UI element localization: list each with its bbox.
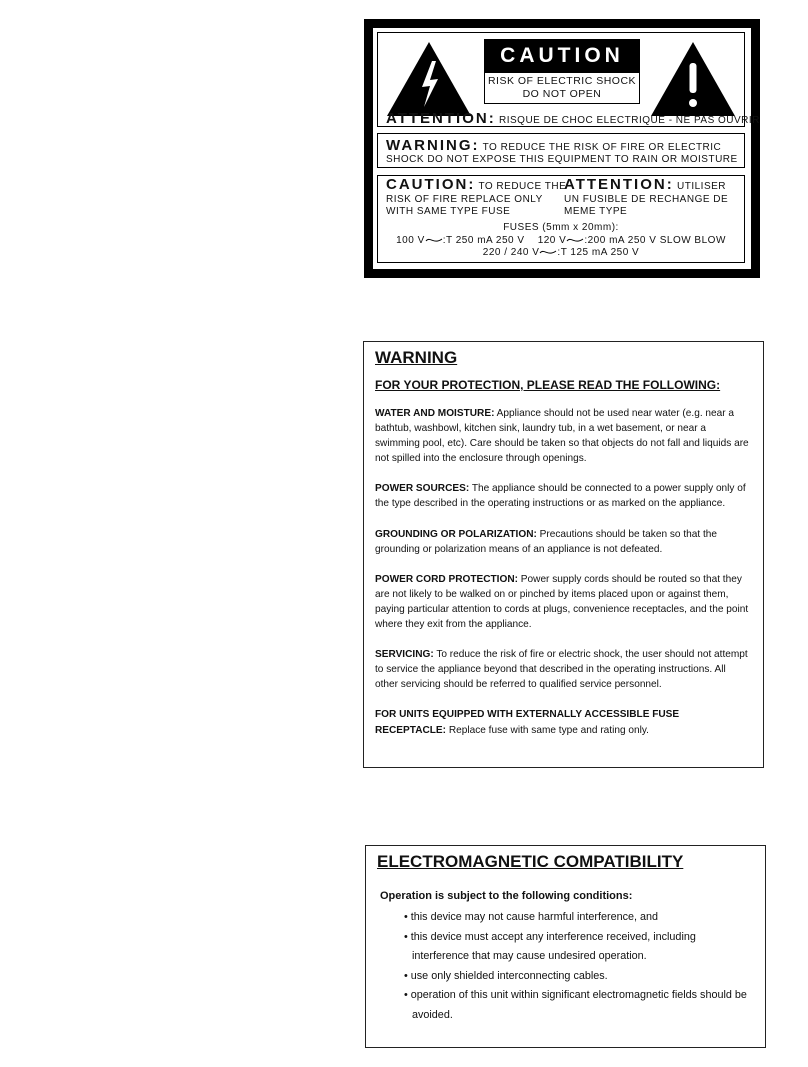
fuse-220-spec: :T 125 mA 250 V <box>557 247 640 258</box>
emc-title: ELECTROMAGNETIC COMPATIBILITY <box>377 852 684 871</box>
paragraph-text: Precautions should be taken so that the grounding or polarization means of an appliance is not defeated. <box>375 528 718 555</box>
emc-conditions-list <box>377 908 753 1025</box>
warning-paragraph-power-sources <box>375 481 751 511</box>
fuse-120-spec: :200 mA 250 V SLOW BLOW <box>584 235 726 246</box>
attention-text: RISQUE DE CHOC ELECTRIQUE - NE PAS OUVRIR <box>499 115 760 126</box>
ac-tilde-icon <box>425 236 443 244</box>
list-item: • this device may not cause harmful interference, and <box>404 908 753 928</box>
caution-box <box>484 39 640 104</box>
warning-text-line2: SHOCK DO NOT EXPOSE THIS EQUIPMENT TO RAIN OR MOISTURE <box>386 154 738 165</box>
attention2-label: ATTENTION: <box>564 176 674 193</box>
caution-heading: CAUTION <box>484 39 640 73</box>
list-item: • operation of this unit within significant electromagnetic fields should be avoided. <box>404 986 753 1025</box>
ac-tilde-icon <box>539 248 557 256</box>
paragraph-text: Replace fuse with same type and rating only. <box>446 724 649 736</box>
lightning-warning-icon <box>386 41 472 117</box>
warning-paragraph-grounding <box>375 527 751 557</box>
fuse-line-220-240 <box>378 247 744 258</box>
paragraph-text: Power supply cords should be routed so that they are not likely to be walked on or pinched by items placed upon or against them, paying particular attention to cords at plugs, convenience receptacles, and the point where they exit from the appliance. <box>375 573 749 631</box>
caution2-label: CAUTION: <box>386 176 476 193</box>
warning-paragraph-power-cord <box>375 572 751 632</box>
fuse-220-voltage: 220 / 240 V <box>482 247 540 258</box>
paragraph-label: WATER AND MOISTURE: <box>375 408 495 419</box>
paragraph-text: To reduce the risk of fire or electric shock, the user should not attempt to service the appliance beyond that described in the operating instructions. All other servicing should be referred to qualified service personnel. <box>375 649 748 691</box>
paragraph-label: POWER CORD PROTECTION: <box>375 573 518 585</box>
caution-fuse-column <box>386 176 567 219</box>
attention2-text-line2: UN FUSIBLE DE RECHANGE DE <box>564 193 729 205</box>
attention2-text-line3: MEME TYPE <box>564 206 628 217</box>
caution2-text-line1: TO REDUCE THE <box>478 181 567 192</box>
warning-subtitle: FOR YOUR PROTECTION, PLEASE READ THE FOLLOWING: <box>375 378 721 392</box>
paragraph-label: GROUNDING OR POLARIZATION: <box>375 528 537 540</box>
attention-line <box>386 110 760 127</box>
warning-paragraph-fuse <box>375 707 751 737</box>
paragraph-label: FOR UNITS EQUIPPED WITH EXTERNALLY ACCESSIBLE FUSE RECEPTACLE: <box>375 709 680 736</box>
fuses-title: FUSES (5mm x 20mm): <box>503 222 619 233</box>
caution-header-row <box>377 32 760 127</box>
paragraph-label: POWER SOURCES: <box>375 483 470 495</box>
warning-paragraph-water <box>375 406 751 466</box>
caution-subtext-line2: DO NOT OPEN <box>522 88 602 100</box>
ac-tilde-icon <box>566 236 584 244</box>
fuse-100-voltage: 100 V <box>396 235 425 246</box>
caution2-text-line2: RISK OF FIRE REPLACE ONLY <box>386 193 543 205</box>
paragraph-text: The appliance should be connected to a power supply only of the type described in the operating instructions or as marked on the appliance. <box>375 483 746 510</box>
caution-subtext <box>484 73 640 104</box>
caution-label-inner <box>373 28 760 269</box>
attention2-text-line1: UTILISER <box>677 181 727 192</box>
paragraph-text: Appliance should not be used near water (e.g. near a bathtub, washbowl, kitchen sink, laundry tub, in a wet basement, or near a swimming pool, etc). Care should be taken so that objects do not fall and liquids are not spilled into the enclosure through openings. <box>375 408 749 465</box>
fuse-line-100-120 <box>378 235 744 246</box>
warning-paragraph-servicing <box>375 647 751 692</box>
warning-text-line1: TO REDUCE THE RISK OF FIRE OR ELECTRIC <box>482 142 722 153</box>
fuse-row <box>377 175 745 263</box>
warning-row <box>377 133 745 168</box>
exclamation-warning-icon <box>650 41 736 117</box>
attention-label: ATTENTION: <box>386 110 496 127</box>
emc-intro: Operation is subject to the following conditions: <box>380 890 633 902</box>
caution2-text-line3: WITH SAME TYPE FUSE <box>386 206 511 217</box>
warning-label: WARNING: <box>386 137 480 154</box>
paragraph-label: SERVICING: <box>375 649 434 661</box>
attention-fuse-column <box>564 176 729 219</box>
fuse-100-spec: :T 250 mA 250 V <box>442 235 525 246</box>
list-item: • this device must accept any interference received, including interference that may cause undesired operation. <box>404 928 753 967</box>
caution-subtext-line1: RISK OF ELECTRIC SHOCK <box>487 75 637 87</box>
emc-section <box>365 845 766 1048</box>
warning-title: WARNING <box>375 348 458 367</box>
warning-section <box>363 341 764 768</box>
list-item: • use only shielded interconnecting cables. <box>404 967 753 987</box>
fuse-120-voltage: 120 V <box>537 235 567 246</box>
caution-label <box>364 19 760 278</box>
